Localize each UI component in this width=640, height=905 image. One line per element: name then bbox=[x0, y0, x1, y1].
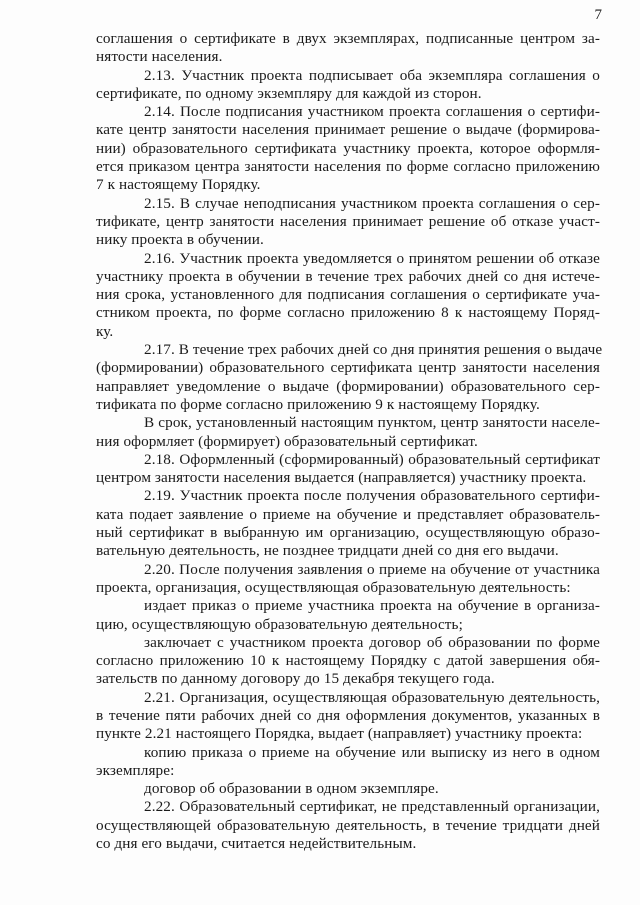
text-line: ный сертификат в выбранную им организацию, осуществляющую образо- bbox=[96, 524, 600, 542]
text-line: тификата по форме согласно приложению 9 к настоящему Порядку. bbox=[96, 395, 540, 413]
paragraph-p2-20 bbox=[96, 561, 600, 598]
text-line: 2.22. Образовательный сертификат, не представленный организации, bbox=[144, 798, 600, 816]
text-line: (формировании) образовательного сертификата центр занятости населения bbox=[96, 359, 600, 377]
text-line: 2.20. После получения заявления о приеме на обучение от участника bbox=[144, 560, 600, 578]
paragraph-p2-17b bbox=[96, 414, 600, 451]
text-line: ния срока, установленного для подписания соглашения о сертификате уча- bbox=[96, 286, 600, 304]
text-line: 2.13. Участник проекта подписывает оба экземпляра соглашения о bbox=[144, 66, 600, 84]
text-line: В срок, установленный настоящим пунктом, центр занятости населе- bbox=[144, 414, 600, 432]
text-line: копию приказа о приеме на обучение или выписку из него в одном bbox=[144, 743, 600, 761]
text-line: 2.15. В случае неподписания участником проекта соглашения о сер- bbox=[144, 194, 600, 212]
paragraph-p2-17 bbox=[96, 341, 603, 414]
text-line: сертификате, по одному экземпляру для каждой из сторон. bbox=[96, 84, 482, 102]
text-line: в течение пяти рабочих дней со дня оформления документов, указанных в bbox=[96, 706, 600, 724]
text-line: цию, осуществляющую образовательную деятельность; bbox=[96, 615, 463, 633]
text-line: 7 к настоящему Порядку. bbox=[96, 176, 261, 194]
paragraph-p2-14 bbox=[96, 103, 600, 194]
text-line: договор об образовании в одном экземпляре. bbox=[144, 780, 439, 798]
text-line: тификате, центр занятости населения принимает решение об отказе участ- bbox=[96, 212, 600, 230]
text-line: соглашения о сертификате в двух экземплярах, подписанные центром за- bbox=[96, 30, 600, 47]
text-line: 2.17. В течение трех рабочих дней со дня принятия решения о выдаче bbox=[144, 341, 603, 359]
paragraph-p2-15 bbox=[96, 195, 600, 250]
text-line: нятости населения. bbox=[96, 48, 223, 66]
text-line: нику проекта в обучении. bbox=[96, 231, 264, 249]
text-line: зательств по данному договору до 15 декабря текущего года. bbox=[96, 670, 495, 688]
paragraph-p0 bbox=[96, 30, 600, 67]
text-line: вательную деятельность, не позднее тридцати дней со дня его выдачи. bbox=[96, 542, 559, 560]
text-line: проекта, организация, осуществляющая образовательную деятельность: bbox=[96, 578, 571, 596]
text-line: ется приказом центра занятости населения по форме согласно приложению bbox=[96, 158, 600, 176]
text-line: пункте 2.21 настоящего Порядка, выдает (направляет) участнику проекта: bbox=[96, 725, 583, 743]
text-line: ката подает заявление о приеме на обучение и представляет образователь- bbox=[96, 505, 600, 523]
text-line: ния оформляет (формирует) образовательный сертификат. bbox=[96, 432, 478, 450]
text-line: 2.21. Организация, осуществляющая образовательную деятельность, bbox=[144, 688, 600, 706]
text-line: осуществляющей образовательную деятельность, в течение тридцати дней bbox=[96, 816, 600, 834]
text-line: центром занятости населения выдается (направляется) участнику проекта. bbox=[96, 469, 587, 487]
text-line: 2.19. Участник проекта после получения образовательного сертифи- bbox=[144, 487, 600, 505]
paragraph-p2-20a bbox=[96, 597, 600, 634]
paragraph-p2-21b bbox=[96, 780, 600, 798]
paragraph-p2-21a bbox=[96, 744, 600, 781]
text-line: 2.18. Оформленный (сформированный) образовательный сертификат bbox=[144, 450, 600, 468]
paragraph-p2-16 bbox=[96, 250, 600, 341]
paragraph-p2-13 bbox=[96, 67, 600, 104]
text-line: направляет уведомление о выдаче (формировании) образовательного сер- bbox=[96, 377, 600, 395]
text-line: со дня его выдачи, считается недействительным. bbox=[96, 835, 417, 853]
text-line: ку. bbox=[96, 322, 114, 340]
text-line: кате центр занятости населения принимает решение о выдаче (формирова- bbox=[96, 121, 600, 139]
text-line: экземпляре: bbox=[96, 761, 175, 779]
page-number: 7 bbox=[594, 7, 602, 23]
paragraph-p2-22 bbox=[96, 798, 600, 853]
text-line: заключает с участником проекта договор об образовании по форме bbox=[144, 633, 600, 651]
text-line: 2.14. После подписания участником проекта соглашения о сертифи- bbox=[144, 103, 600, 121]
paragraph-p2-20b bbox=[96, 634, 600, 689]
text-line: согласно приложению 10 к настоящему Порядку с датой завершения обя- bbox=[96, 652, 600, 670]
text-line: нии) образовательного сертификата участнику проекта, которое оформля- bbox=[96, 139, 600, 157]
text-line: издает приказ о приеме участника проекта на обучение в организа- bbox=[144, 597, 600, 615]
paragraph-p2-21 bbox=[96, 689, 600, 744]
text-line: 2.16. Участник проекта уведомляется о принятом решении об отказе bbox=[144, 249, 600, 267]
text-line: участнику проекта в обучении в течение трех рабочих дней со дня истече- bbox=[96, 267, 600, 285]
text-line: стником проекта, по форме согласно приложению 8 к настоящему Поряд- bbox=[96, 304, 600, 322]
paragraph-p2-18 bbox=[96, 451, 600, 488]
paragraph-p2-19 bbox=[96, 487, 600, 560]
document-body bbox=[96, 30, 603, 853]
